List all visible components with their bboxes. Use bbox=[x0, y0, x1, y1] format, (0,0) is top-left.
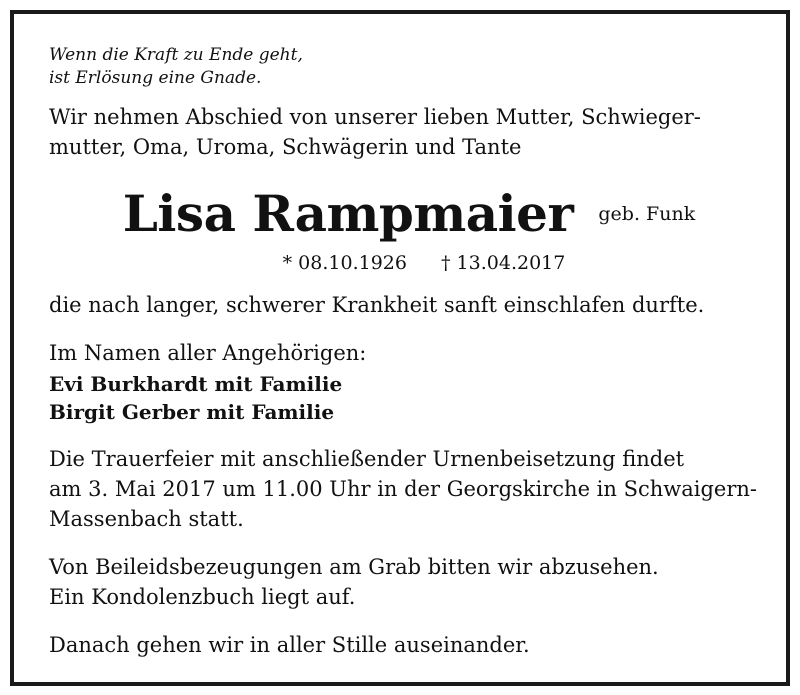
maiden-name: geb. Funk bbox=[598, 203, 696, 225]
mourners-section bbox=[49, 338, 769, 426]
intro-line-1: Wir nehmen Abschied von unserer lieben Mutter, Schwieger- bbox=[49, 105, 701, 129]
life-dates bbox=[49, 250, 769, 276]
funeral-paragraph bbox=[49, 444, 769, 534]
intro-paragraph bbox=[49, 102, 769, 162]
deceased-name-row bbox=[49, 184, 769, 244]
closing-text: Danach gehen wir in aller Stille auseinander. bbox=[49, 633, 530, 657]
mourner-name-2: Birgit Gerber mit Familie bbox=[49, 400, 335, 424]
condolence-line-1: Von Beileidsbezeugungen am Grab bitten wir abzusehen. bbox=[49, 555, 659, 579]
motto-line-2: ist Erlösung eine Gnade. bbox=[49, 68, 262, 88]
condolence-paragraph bbox=[49, 552, 769, 612]
deceased-name: Lisa Rampmaier bbox=[122, 184, 574, 243]
motto bbox=[49, 44, 769, 90]
funeral-line-3: Massenbach statt. bbox=[49, 507, 244, 531]
passing-text: die nach langer, schwerer Krankheit sanft einschlafen durfte. bbox=[49, 293, 705, 317]
death-date: † 13.04.2017 bbox=[441, 252, 566, 274]
funeral-line-2: am 3. Mai 2017 um 11.00 Uhr in der Georgskirche in Schwaigern- bbox=[49, 477, 758, 501]
obituary-frame bbox=[10, 10, 790, 686]
mourner-name-1: Evi Burkhardt mit Familie bbox=[49, 372, 343, 396]
motto-line-1: Wenn die Kraft zu Ende geht, bbox=[49, 45, 303, 65]
condolence-line-2: Ein Kondolenzbuch liegt auf. bbox=[49, 585, 356, 609]
mourners-heading: Im Namen aller Angehörigen: bbox=[49, 341, 367, 365]
funeral-line-1: Die Trauerfeier mit anschließender Urnenbeisetzung findet bbox=[49, 447, 685, 471]
mourners-names bbox=[49, 370, 769, 426]
intro-line-2: mutter, Oma, Uroma, Schwägerin und Tante bbox=[49, 135, 522, 159]
obituary-content bbox=[49, 44, 769, 660]
birth-date: * 08.10.1926 bbox=[282, 252, 407, 274]
